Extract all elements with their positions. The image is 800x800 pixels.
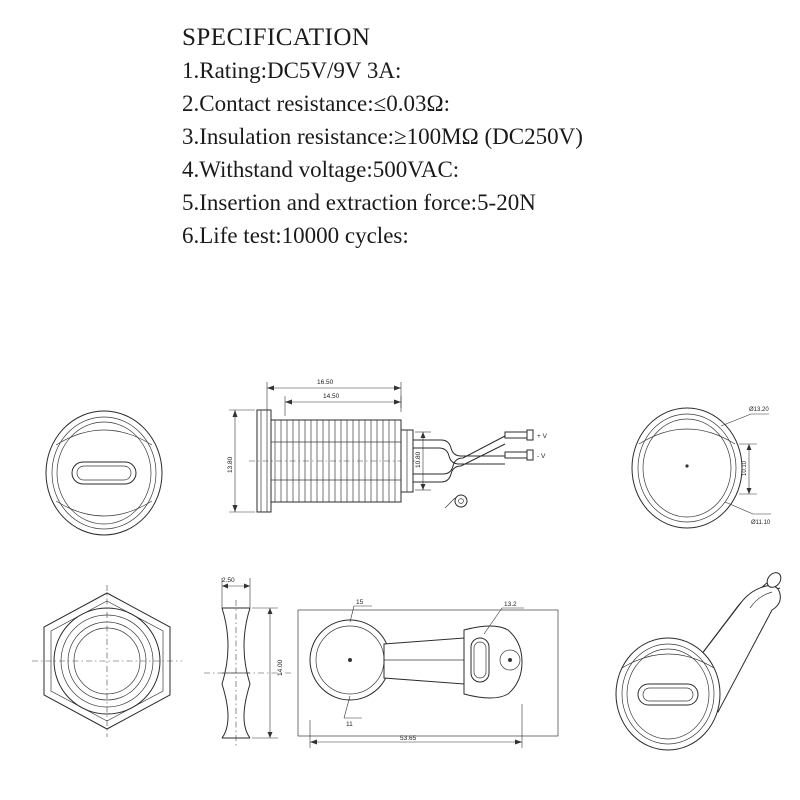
side-section-view — [205, 368, 605, 538]
isometric-connector-cable — [600, 560, 790, 760]
specification-line: 3.Insulation resistance:≥100MΩ (DC250V) — [182, 124, 583, 149]
svg-text:2.50: 2.50 — [222, 577, 235, 584]
washer-view — [192, 570, 302, 750]
svg-text:53.65: 53.65 — [400, 735, 417, 742]
isometric-connector-left — [28, 405, 188, 545]
svg-text:Ø13.20: Ø13.20 — [749, 407, 769, 413]
svg-text:10.10: 10.10 — [742, 460, 748, 476]
specification-line: 1.Rating:DC5V/9V 3A: — [182, 58, 402, 83]
front-face-view — [625, 398, 795, 548]
svg-text:16.50: 16.50 — [317, 379, 334, 386]
specification-line: 2.Contact resistance:≤0.03Ω: — [182, 91, 450, 116]
svg-text:Ø11.10: Ø11.10 — [751, 520, 771, 526]
specification-line: 4.Withstand voltage:500VAC: — [182, 157, 460, 182]
terminal-label-negative: - V — [537, 453, 546, 460]
specification-title: SPECIFICATION — [182, 24, 371, 51]
specification-block — [182, 22, 782, 252]
svg-text:15: 15 — [356, 599, 364, 606]
svg-text:11: 11 — [346, 721, 353, 728]
panel-layout-view — [288, 600, 578, 760]
svg-text:14.00: 14.00 — [277, 659, 284, 676]
specification-line: 5.Insertion and extraction force:5-20N — [182, 190, 536, 215]
svg-text:13.2: 13.2 — [504, 601, 517, 608]
terminal-label-positive: + V — [537, 433, 547, 440]
svg-text:14.50: 14.50 — [323, 393, 340, 400]
specification-line: 6.Life test:10000 cycles: — [182, 223, 409, 248]
svg-text:13.80: 13.80 — [227, 456, 234, 473]
svg-text:10.80: 10.80 — [415, 451, 422, 468]
hex-nut-view — [22, 575, 192, 745]
